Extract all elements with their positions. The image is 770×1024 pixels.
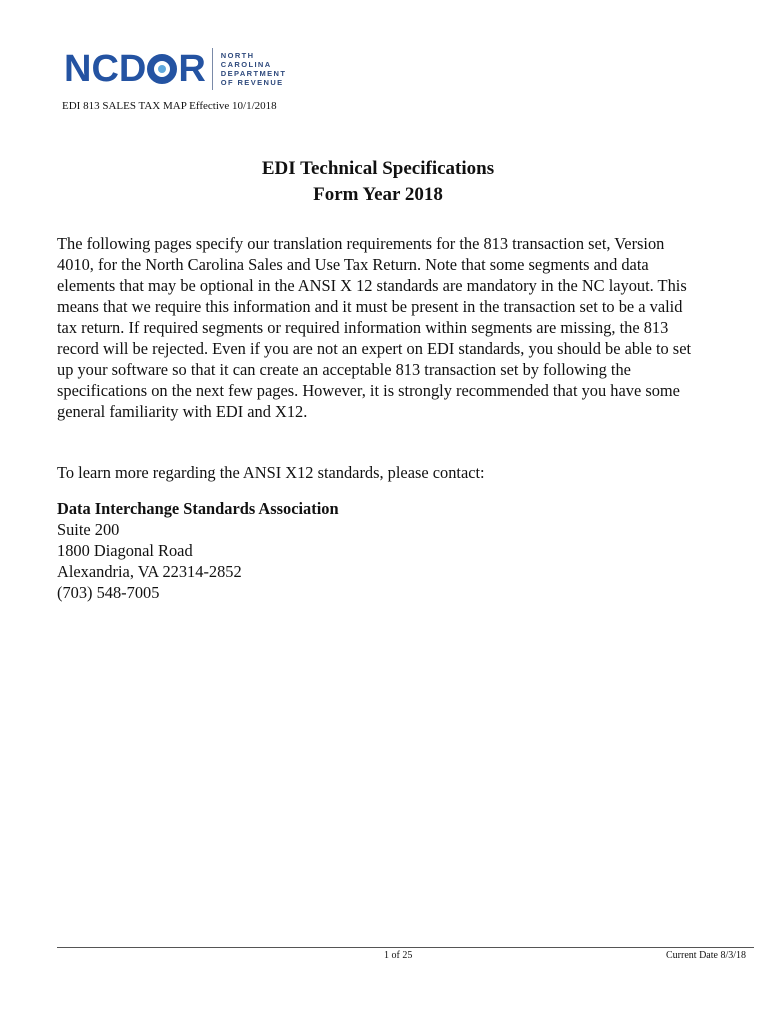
logo-wordmark xyxy=(64,46,206,92)
address-organization: Data Interchange Standards Association xyxy=(57,499,339,518)
current-date: Current Date 8/3/18 xyxy=(666,950,746,961)
logo-line-3: DEPARTMENT xyxy=(220,69,287,78)
address-street: 1800 Diagonal Road xyxy=(57,541,193,560)
logo-o-mark xyxy=(147,54,177,84)
page-number: 1 of 25 xyxy=(384,950,413,961)
title-line-2: Form Year 2018 xyxy=(313,184,443,205)
address-phone: (703) 548-7005 xyxy=(57,583,160,602)
address-city-state-zip: Alexandria, VA 22314-2852 xyxy=(57,562,242,581)
logo-letter-r: R xyxy=(178,48,206,90)
page-title xyxy=(0,156,756,208)
logo-department-text xyxy=(221,51,287,88)
logo-line-2: CAROLINA xyxy=(220,59,272,69)
logo-divider xyxy=(212,48,213,90)
title-line-1: EDI Technical Specifications xyxy=(261,158,495,179)
footer-divider xyxy=(57,947,754,948)
ncdor-logo xyxy=(64,46,286,92)
address-suite: Suite 200 xyxy=(57,520,120,539)
header-note: EDI 813 SALES TAX MAP Effective 10/1/2018 xyxy=(62,100,277,112)
contact-address xyxy=(57,498,339,603)
logo-letters-ncd: NCD xyxy=(64,48,147,90)
logo-line-1: NORTH xyxy=(220,50,255,60)
logo-line-4: OF REVENUE xyxy=(220,78,284,88)
contact-lead: To learn more regarding the ANSI X12 standards, please contact: xyxy=(57,463,485,482)
intro-paragraph: The following pages specify our translation requirements for the 813 transaction set, Version 4010, for the North Carolina Sales and Use Tax Return. Note that some segments and data elements that may be optional in the ANSI X 12 standards are mandatory in the NC layout. This means that we require this information and it must be present in the transaction set to be a valid tax return. If required segments or required information within segments are missing, the 813 record will be rejected. Even if you are not an expert on EDI standards, you should be able to set up your software so that it can create an acceptable 813 transaction set by following the specifications on the next few pages. However, it is strongly recommended that you have some general familiarity with EDI and X12. xyxy=(57,234,692,421)
